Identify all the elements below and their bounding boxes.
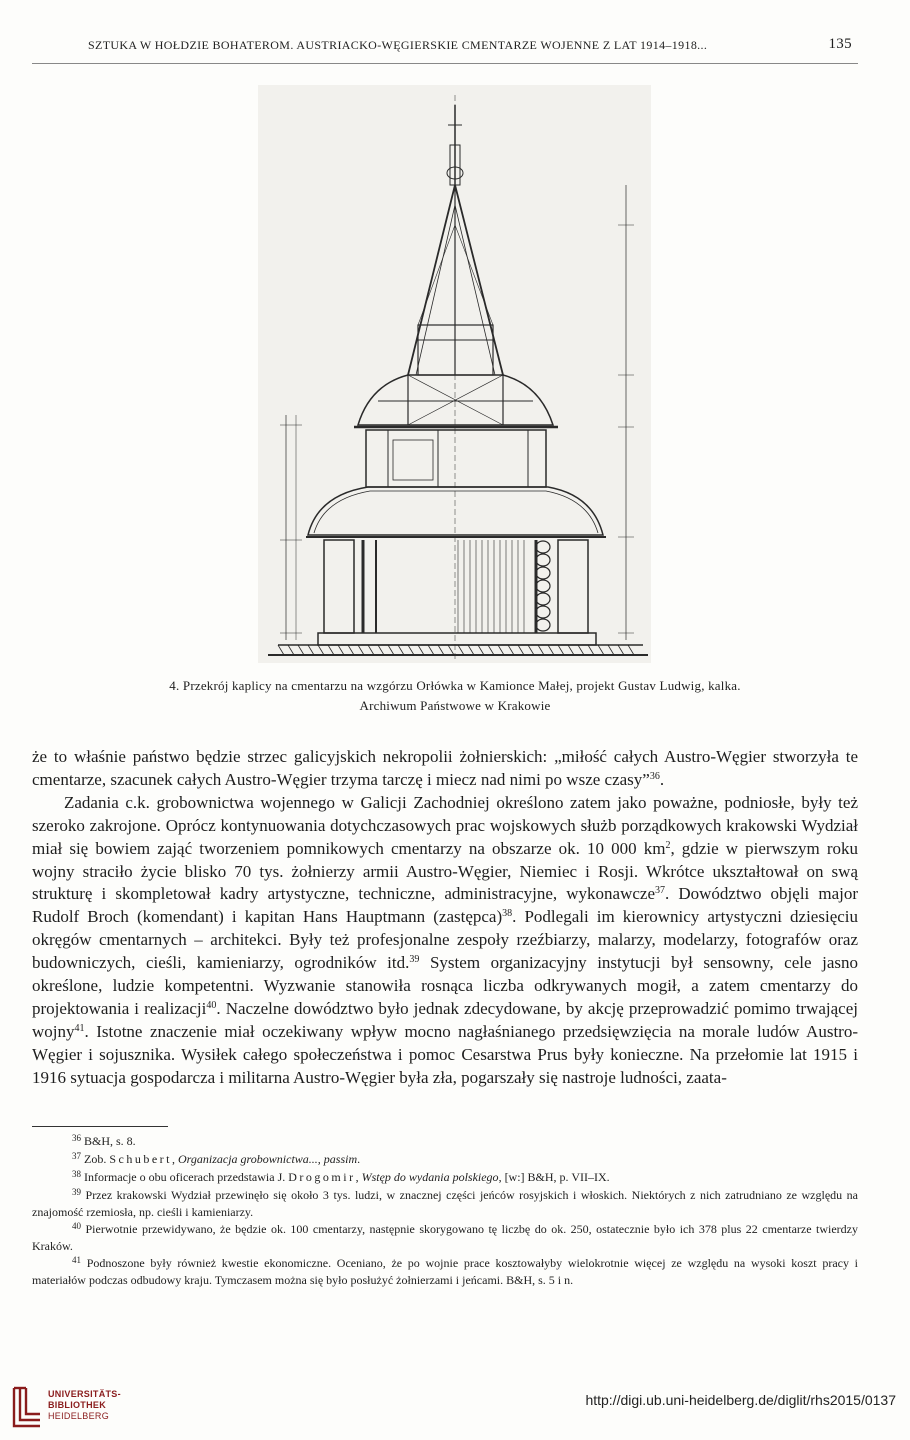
km2-superscript: 2 <box>665 839 671 851</box>
page-number: 135 <box>828 36 852 52</box>
chapel-section-drawing <box>258 85 651 663</box>
running-title: SZTUKA W HOŁDZIE BOHATEROM. AUSTRIACKO-WĘGIERSKIE CMENTARZE WOJENNE Z LAT 1914–1918... <box>88 38 708 52</box>
footnote-39: $^{39}$ Przez krakowski Wydział przewinęło się około 3 tys. ludzi, w znacznej części jeńców rosyjskich i włoskich. Niektórych z nich zatrudniano ze względu na znajomość rzemiosła, np. cieśli i kamieniarzy. <box>32 1187 858 1219</box>
caption-line-2: Archiwum Państwowe w Krakowie <box>359 698 551 713</box>
footnote-36: $^{36}$ B&H, s. 8. <box>72 1133 136 1148</box>
footnote-ref-41: 41 <box>74 1022 85 1034</box>
footnote-ref-38: 38 <box>502 908 513 920</box>
figure-caption <box>40 676 870 716</box>
footnote-ref-37: 37 <box>655 885 666 897</box>
library-logo[interactable] <box>10 1386 130 1430</box>
drawing-svg <box>258 85 651 663</box>
footnote-38: $^{38}$ Informacje o obu oficerach przedstawia J. Drogomir, Wstęp do wydania polskiego, [w:] B&H, p. VII–IX. <box>72 1169 610 1184</box>
paragraph-1: że to właśnie państwo będzie strzec galicyjskich nekropolii żołnierskich: „miłość całych Austro-Węgier stworzyła te cmentarze, szacunek całych Austro-Węgier trzyma tarczę i miecz nad nimi po wsze czasy”$^{36}$. <box>32 747 858 789</box>
paragraph-2: Zadania c.k. grobownictwa wojennego w Galicji Zachodniej określono zatem jako poważne, podniosłe, były też szeroko zakrojone. Oprócz kontynuowania dotychczasowych prac wojskowych służb porządkowych krakowski Wydział miał się bowiem zająć tworzeniem pomnikowych cmentarzy na obszarze ok. 10 000 $km^2$, gdzie w pierwszym roku wojny straciło życie blisko 70 tys. żołnierzy armii Austro-Węgier, Niemiec i Rosji. Wkrótce ukształtował on swą strukturę i skompletował kadry artystyczne, techniczne, administracyjne, wykonawcze$^{37}$. Dowództwo objęli major Rudolf Broch (komendant) i kapitan Hans Hauptmann (zastępca)$^{38}$. Podlegali im kierownicy artystyczni dziesięciu okręgów cmentarnych – architekci. Były też profesjonalne zespoły rzeźbiarzy, malarzy, modelarzy, fotografów oraz budowniczych, cieśli, kamieniarzy, ogrodników itd.$^{39}$ System organizacyjny instytucji był sensowny, cele jasno określone, ludzie kompetentni. Wyzwanie stanowiła rosnąca liczba odkrywanych mogił, a zatem cmentarzy do projektowania i realizacji$^{40}$. Naczelne dowództwo było jednak zdecydowane, by akcję przeprowadzić pomimo trwającej wojny$^{41}$. Istotne znaczenie miał oczekiwany wpływ mocno nagłaśnianego przedsięwzięcia na morale ludów Austro-Węgier i sojusznika. Wysiłek całego społeczeństwa i pomoc Cesarstwa Prus były konieczne. Na przełomie lat 1915 i 1916 sytuacja gospodarcza i militarna Austro-Węgier była zła, pogarszały się nastroje ludności, zaata- <box>32 792 859 1087</box>
footnote-40: $^{40}$ Pierwotnie przewidywano, że będzie ok. 100 cmentarzy, następnie skorygowano tę liczbę do ok. 250, ostatecznie było ich 378 plus 22 cmentarze twierdzy Kraków. <box>32 1221 859 1253</box>
caption-line-1: 4. Przekrój kaplicy na cmentarzu na wzgórzu Orłówka w Kamionce Małej, projekt Gustav Ludwig, kalka. <box>169 678 741 693</box>
library-name: UNIVERSITÄTS- BIBLIOTHEK HEIDELBERG <box>48 1389 121 1421</box>
body-text <box>32 746 858 1090</box>
footnote-rule <box>32 1126 168 1127</box>
footnote-ref-40: 40 <box>206 999 217 1011</box>
footnote-37: $^{37}$ Zob. Schubert, Organizacja grobownictwa..., passim. <box>72 1151 361 1166</box>
footnote-ref-39: 39 <box>409 954 420 966</box>
footnotes <box>32 1133 858 1289</box>
footnote-ref-36: 36 <box>649 770 660 782</box>
footnote-41: $^{41}$ Podnoszone były również kwestie ekonomiczne. Oceniano, że po wojnie prace kosztowałyby wielokrotnie więcej ze względu na wysoki koszt pracy i materiałów podczas odbudowy kraju. Tymczasem można się było posłużyć żołnierzami i jeńcami. B&H, s. 5 i n. <box>32 1255 859 1287</box>
header-rule <box>32 63 858 64</box>
running-header <box>88 38 856 53</box>
ground-hatch <box>268 645 648 655</box>
source-url[interactable]: http://digi.ub.uni-heidelberg.de/diglit/rhs2015/0137 <box>585 1392 896 1408</box>
library-emblem-icon <box>10 1386 44 1428</box>
